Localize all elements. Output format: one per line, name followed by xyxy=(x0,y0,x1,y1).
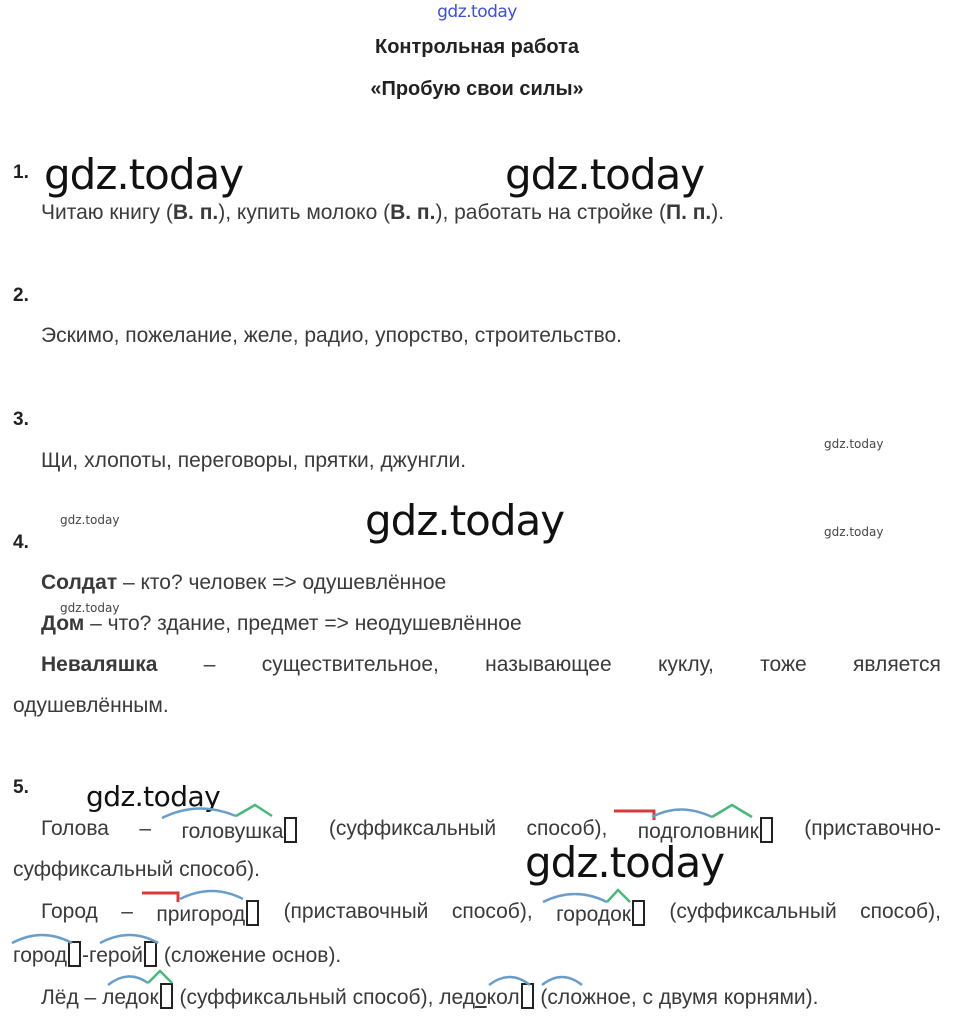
watermark: gdz.today xyxy=(505,150,705,199)
root-arc xyxy=(543,894,607,902)
text: называющее xyxy=(485,653,612,676)
text: (приставочный xyxy=(283,900,429,923)
case-label: П. п. xyxy=(665,201,712,224)
root-arc xyxy=(489,977,530,985)
text: кол xyxy=(486,986,520,1009)
text: – xyxy=(121,900,133,923)
case-label: В. п. xyxy=(390,201,436,224)
root-arc xyxy=(108,976,148,985)
root-arc xyxy=(12,935,72,943)
watermark: gdz.today xyxy=(824,437,884,451)
page-subtitle: «Пробую свои силы» xyxy=(370,78,584,100)
task4-line4: одушевлённым. xyxy=(13,694,169,717)
text: является xyxy=(853,653,941,676)
suffix-mark xyxy=(236,805,272,816)
root-arc xyxy=(180,891,243,899)
text: существительное, xyxy=(261,653,439,676)
task-number: 4. xyxy=(13,532,29,553)
text: – xyxy=(139,817,152,840)
root-arc xyxy=(100,935,158,943)
text: лед xyxy=(439,986,475,1009)
text: Город xyxy=(41,900,98,923)
text: – что? здание, предмет => неодушевлённое xyxy=(84,612,522,635)
text: город xyxy=(13,944,68,967)
suffix-mark xyxy=(148,971,172,983)
text: Голова xyxy=(41,817,109,840)
text: пригород xyxy=(156,903,246,926)
task2-answer: Эскимо, пожелание, желе, радио, упорство, строительство. xyxy=(41,324,623,347)
case-label: В. п. xyxy=(172,201,219,224)
text: ). xyxy=(711,201,725,224)
text: тоже xyxy=(760,653,807,676)
top-watermark: gdz.today xyxy=(437,2,517,22)
text: (сложное, с двумя корнями). xyxy=(534,986,819,1009)
text: Лёд – xyxy=(41,986,103,1009)
text: городок xyxy=(556,903,631,926)
text: куклу, xyxy=(657,653,714,676)
task-number: 1. xyxy=(13,162,29,183)
text: ), купить молоко ( xyxy=(218,201,391,224)
text: подголовник xyxy=(637,820,759,843)
suffix-mark xyxy=(607,890,630,902)
task5-line2: суффиксальный способ). xyxy=(13,858,260,881)
text: ), работать на стройке ( xyxy=(435,201,666,224)
task3-answer: Щи, хлопоты, переговоры, прятки, джунгли. xyxy=(41,449,467,472)
watermark: gdz.today xyxy=(365,496,565,545)
text: (сложение основ). xyxy=(158,944,342,967)
task-number: 2. xyxy=(13,285,29,306)
watermark: gdz.today xyxy=(44,150,244,199)
root-arc xyxy=(162,808,236,818)
word: Неваляшка xyxy=(41,653,158,676)
text: – xyxy=(203,653,216,676)
task-number: 5. xyxy=(13,777,29,798)
word: Дом xyxy=(41,612,85,635)
connecting-vowel: о xyxy=(474,986,487,1009)
root-arc xyxy=(652,810,712,818)
watermark: gdz.today xyxy=(525,838,725,887)
word: Солдат xyxy=(41,571,118,594)
text: (суффиксальный способ), xyxy=(173,986,440,1009)
suffix-mark xyxy=(712,805,752,817)
text: – кто? человек => одушевлённое xyxy=(117,571,447,594)
text: (суффиксальный xyxy=(328,817,497,840)
text: головушка xyxy=(181,820,284,843)
watermark: gdz.today xyxy=(86,780,221,813)
prefix-mark xyxy=(142,893,178,902)
watermark: gdz.today xyxy=(60,513,120,527)
text: способ), xyxy=(526,817,608,840)
text: (суффиксальный xyxy=(669,900,837,923)
page-title: Контрольная работа xyxy=(375,36,579,58)
task-number: 3. xyxy=(13,409,29,430)
text: ледок xyxy=(102,986,159,1009)
watermark: gdz.today xyxy=(60,601,120,615)
text: Читаю книгу ( xyxy=(41,201,173,224)
text: (приставочно- xyxy=(804,817,941,840)
text: способ), xyxy=(860,900,941,923)
root-arc xyxy=(542,977,582,985)
watermark: gdz.today xyxy=(824,525,884,539)
prefix-mark xyxy=(614,811,654,820)
text: способ), xyxy=(451,900,533,923)
text: -герой xyxy=(82,944,143,967)
